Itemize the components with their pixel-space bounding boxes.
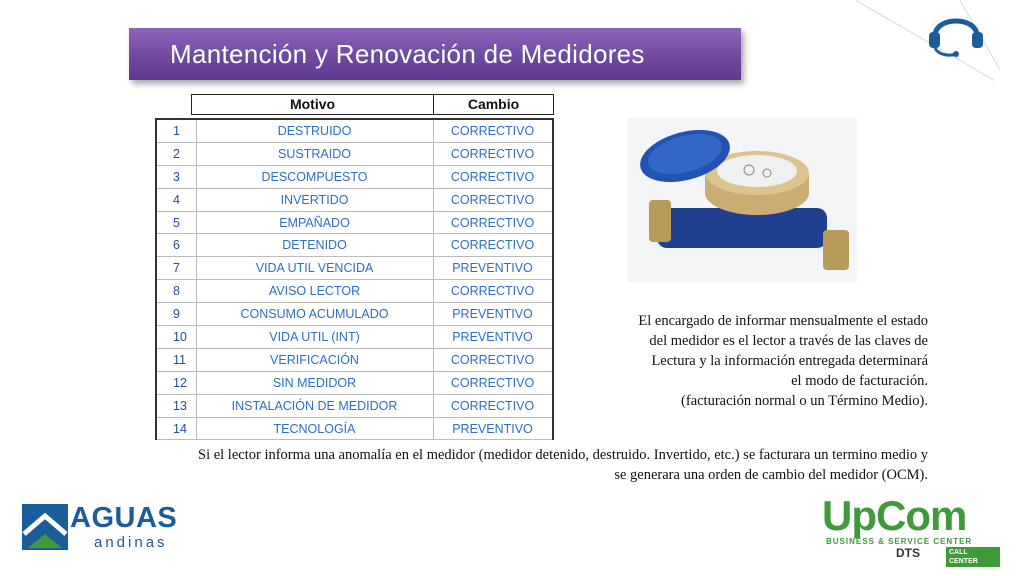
row-number: 12	[156, 371, 196, 394]
table-row	[156, 303, 553, 326]
bottom-text	[40, 445, 928, 485]
row-cambio: CORRECTIVO	[433, 234, 553, 257]
table-row	[156, 417, 553, 440]
row-number: 8	[156, 280, 196, 303]
table-row	[156, 119, 553, 142]
row-number: 7	[156, 257, 196, 280]
row-cambio: PREVENTIVO	[433, 303, 553, 326]
headset-icon	[925, 6, 987, 58]
description-line: El encargado de informar mensualmente el estado	[638, 313, 928, 329]
row-cambio: CORRECTIVO	[433, 165, 553, 188]
table-row	[156, 165, 553, 188]
aguas-logo-icon	[22, 504, 68, 550]
row-number: 1	[156, 119, 196, 142]
row-cambio: CORRECTIVO	[433, 348, 553, 371]
row-motivo: AVISO LECTOR	[196, 280, 433, 303]
slide-title: Mantención y Renovación de Medidores	[129, 28, 741, 80]
description-line: (facturación normal o un Término Medio).	[681, 393, 928, 409]
row-motivo: TECNOLOGÍA	[196, 417, 433, 440]
motivos-table	[155, 118, 554, 440]
row-number: 2	[156, 142, 196, 165]
table-row	[156, 211, 553, 234]
aguas-name: AGUAS	[70, 502, 178, 534]
upcom-logo	[820, 488, 1000, 566]
water-meter-image	[627, 118, 857, 282]
row-number: 3	[156, 165, 196, 188]
row-motivo: SIN MEDIDOR	[196, 371, 433, 394]
row-number: 4	[156, 188, 196, 211]
row-motivo: DESTRUIDO	[196, 119, 433, 142]
row-motivo: INVERTIDO	[196, 188, 433, 211]
aguas-andinas-logo	[22, 500, 197, 555]
row-motivo: INSTALACIÓN DE MEDIDOR	[196, 394, 433, 417]
row-motivo: DETENIDO	[196, 234, 433, 257]
description-line: del medidor es el lector a través de las claves de	[649, 333, 928, 349]
upcom-dts: DTS	[896, 546, 920, 560]
description-text	[560, 311, 928, 411]
row-motivo: DESCOMPUESTO	[196, 165, 433, 188]
row-cambio: PREVENTIVO	[433, 326, 553, 349]
row-cambio: CORRECTIVO	[433, 188, 553, 211]
table-row	[156, 280, 553, 303]
table-row	[156, 257, 553, 280]
water-meter-icon	[627, 118, 857, 282]
row-number: 5	[156, 211, 196, 234]
row-number: 13	[156, 394, 196, 417]
description-line: el modo de facturación.	[791, 373, 928, 389]
row-motivo: CONSUMO ACUMULADO	[196, 303, 433, 326]
row-motivo: VIDA UTIL VENCIDA	[196, 257, 433, 280]
row-cambio: CORRECTIVO	[433, 280, 553, 303]
table-row	[156, 142, 553, 165]
row-motivo: VIDA UTIL (INT)	[196, 326, 433, 349]
table-row	[156, 188, 553, 211]
row-cambio: CORRECTIVO	[433, 211, 553, 234]
upcom-tagline: BUSINESS & SERVICE CENTER	[826, 537, 973, 546]
row-cambio: PREVENTIVO	[433, 417, 553, 440]
upcom-call-center: CALL CENTER	[946, 547, 1000, 567]
header-motivo: Motivo	[192, 95, 434, 114]
table-row	[156, 326, 553, 349]
row-motivo: EMPAÑADO	[196, 211, 433, 234]
row-motivo: VERIFICACIÓN	[196, 348, 433, 371]
table-row	[156, 234, 553, 257]
upcom-name: UpCom	[822, 492, 967, 539]
row-cambio: CORRECTIVO	[433, 371, 553, 394]
table-row	[156, 348, 553, 371]
table-header	[191, 94, 554, 115]
row-number: 9	[156, 303, 196, 326]
row-cambio: CORRECTIVO	[433, 394, 553, 417]
row-cambio: CORRECTIVO	[433, 119, 553, 142]
row-number: 11	[156, 348, 196, 371]
table-row	[156, 371, 553, 394]
row-motivo: SUSTRAIDO	[196, 142, 433, 165]
header-cambio: Cambio	[467, 96, 520, 112]
table-row	[156, 394, 553, 417]
row-cambio: PREVENTIVO	[433, 257, 553, 280]
description-line: Lectura y la información entregada determinará	[651, 353, 928, 369]
aguas-sub: andinas	[94, 534, 168, 551]
row-number: 14	[156, 417, 196, 440]
bottom-line: se generara una orden de cambio del medidor (OCM).	[614, 467, 928, 483]
row-cambio: CORRECTIVO	[433, 142, 553, 165]
row-number: 6	[156, 234, 196, 257]
bottom-line: Si el lector informa una anomalía en el medidor (medidor detenido, destruido. Invertido, etc.) se facturara un termino medio y	[198, 447, 928, 463]
row-number: 10	[156, 326, 196, 349]
